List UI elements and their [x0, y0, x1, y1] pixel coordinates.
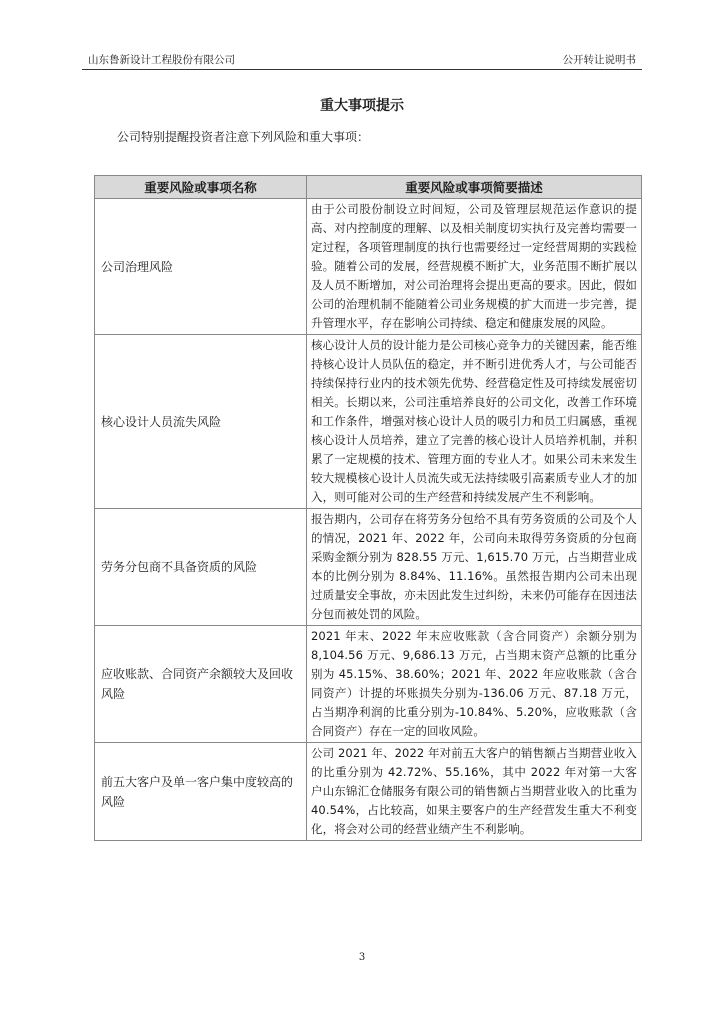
table-row [95, 509, 642, 626]
header-document-type: 公开转让说明书 [562, 54, 636, 66]
table-row [95, 626, 642, 743]
risk-description: 报告期内，公司存在将劳务分包给不具有劳务资质的公司及个人的情况，2021 年、2022 年，公司向未取得劳务资质的分包商采购金额分别为 828.55 万元、1,615.70 万元，占当期营业成本的比例分别为 8.84%、11.16%。虽然报告期内公司未出现过质量安全事故，亦未因此发生过纠纷，未来仍可能存在因违法分包而被处罚的风险。 [307, 509, 642, 626]
page-header [82, 49, 642, 70]
table-header-row [95, 176, 642, 199]
risk-name: 核心设计人员流失风险 [95, 335, 307, 509]
risk-name: 公司治理风险 [95, 199, 307, 335]
column-header-description: 重要风险或事项简要描述 [307, 176, 642, 199]
risk-description: 由于公司股份制设立时间短，公司及管理层规范运作意识的提高、对内控制度的理解、以及相关制度切实执行及完善均需要一定过程，各项管理制度的执行也需要经过一定经营周期的实践检验。随着公司的发展，经营规模不断扩大，业务范围不断扩展以及人员不断增加，对公司治理将会提出更高的要求。因此，假如公司的治理机制不能随着公司业务规模的扩大而进一步完善，提升管理水平，存在影响公司持续、稳定和健康发展的风险。 [307, 199, 642, 335]
intro-text: 公司特别提醒投资者注意下列风险和重大事项： [117, 130, 370, 144]
risk-description: 2021 年末、2022 年末应收账款（含合同资产）余额分别为 8,104.56 万元、9,686.13 万元，占当期末资产总额的比重分别为 45.15%、38.60%；2021 年、2022 年应收账款（含合同资产）计提的坏账损失分别为-136.06 万元、87.18 万元，占当期净利润的比重分别为-10.84%、5.20%，应收账款（含合同资产）存在一定的回收风险。 [307, 626, 642, 743]
risk-name: 前五大客户及单一客户集中度较高的风险 [95, 743, 307, 841]
table-row [95, 335, 642, 509]
page-title: 重大事项提示 [320, 98, 404, 114]
header-company-name: 山东鲁新设计工程股份有限公司 [88, 54, 235, 66]
risk-name: 应收账款、合同资产余额较大及回收风险 [95, 626, 307, 743]
risk-description: 公司 2021 年、2022 年对前五大客户的销售额占当期营业收入的比重分别为 42.72%、55.16%，其中 2022 年对第一大客户山东锦汇仓储服务有限公司的销售额占当期营业收入的比重为 40.54%，占比较高，如果主要客户的生产经营发生重大不利变化，将会对公司的经营业绩产生不利影响。 [307, 743, 642, 841]
risk-table [94, 175, 642, 841]
column-header-name: 重要风险或事项名称 [95, 176, 307, 199]
table-row [95, 199, 642, 335]
risk-name: 劳务分包商不具备资质的风险 [95, 509, 307, 626]
risk-description: 核心设计人员的设计能力是公司核心竞争力的关键因素，能否维持核心设计人员队伍的稳定，并不断引进优秀人才，与公司能否持续保持行业内的技术领先优势、经营稳定性及可持续发展密切相关。长期以来，公司注重培养良好的公司文化，改善工作环境和工作条件，增强对核心设计人员的吸引力和员工归属感，重视核心设计人员培养，建立了完善的核心设计人员培养机制，并积累了一定规模的技术、管理方面的专业人才。如果公司未来发生较大规模核心设计人员流失或无法持续吸引高素质专业人才的加入，则可能对公司的生产经营和持续发展产生不利影响。 [307, 335, 642, 509]
page-number: 3 [358, 952, 366, 963]
table-row [95, 743, 642, 841]
